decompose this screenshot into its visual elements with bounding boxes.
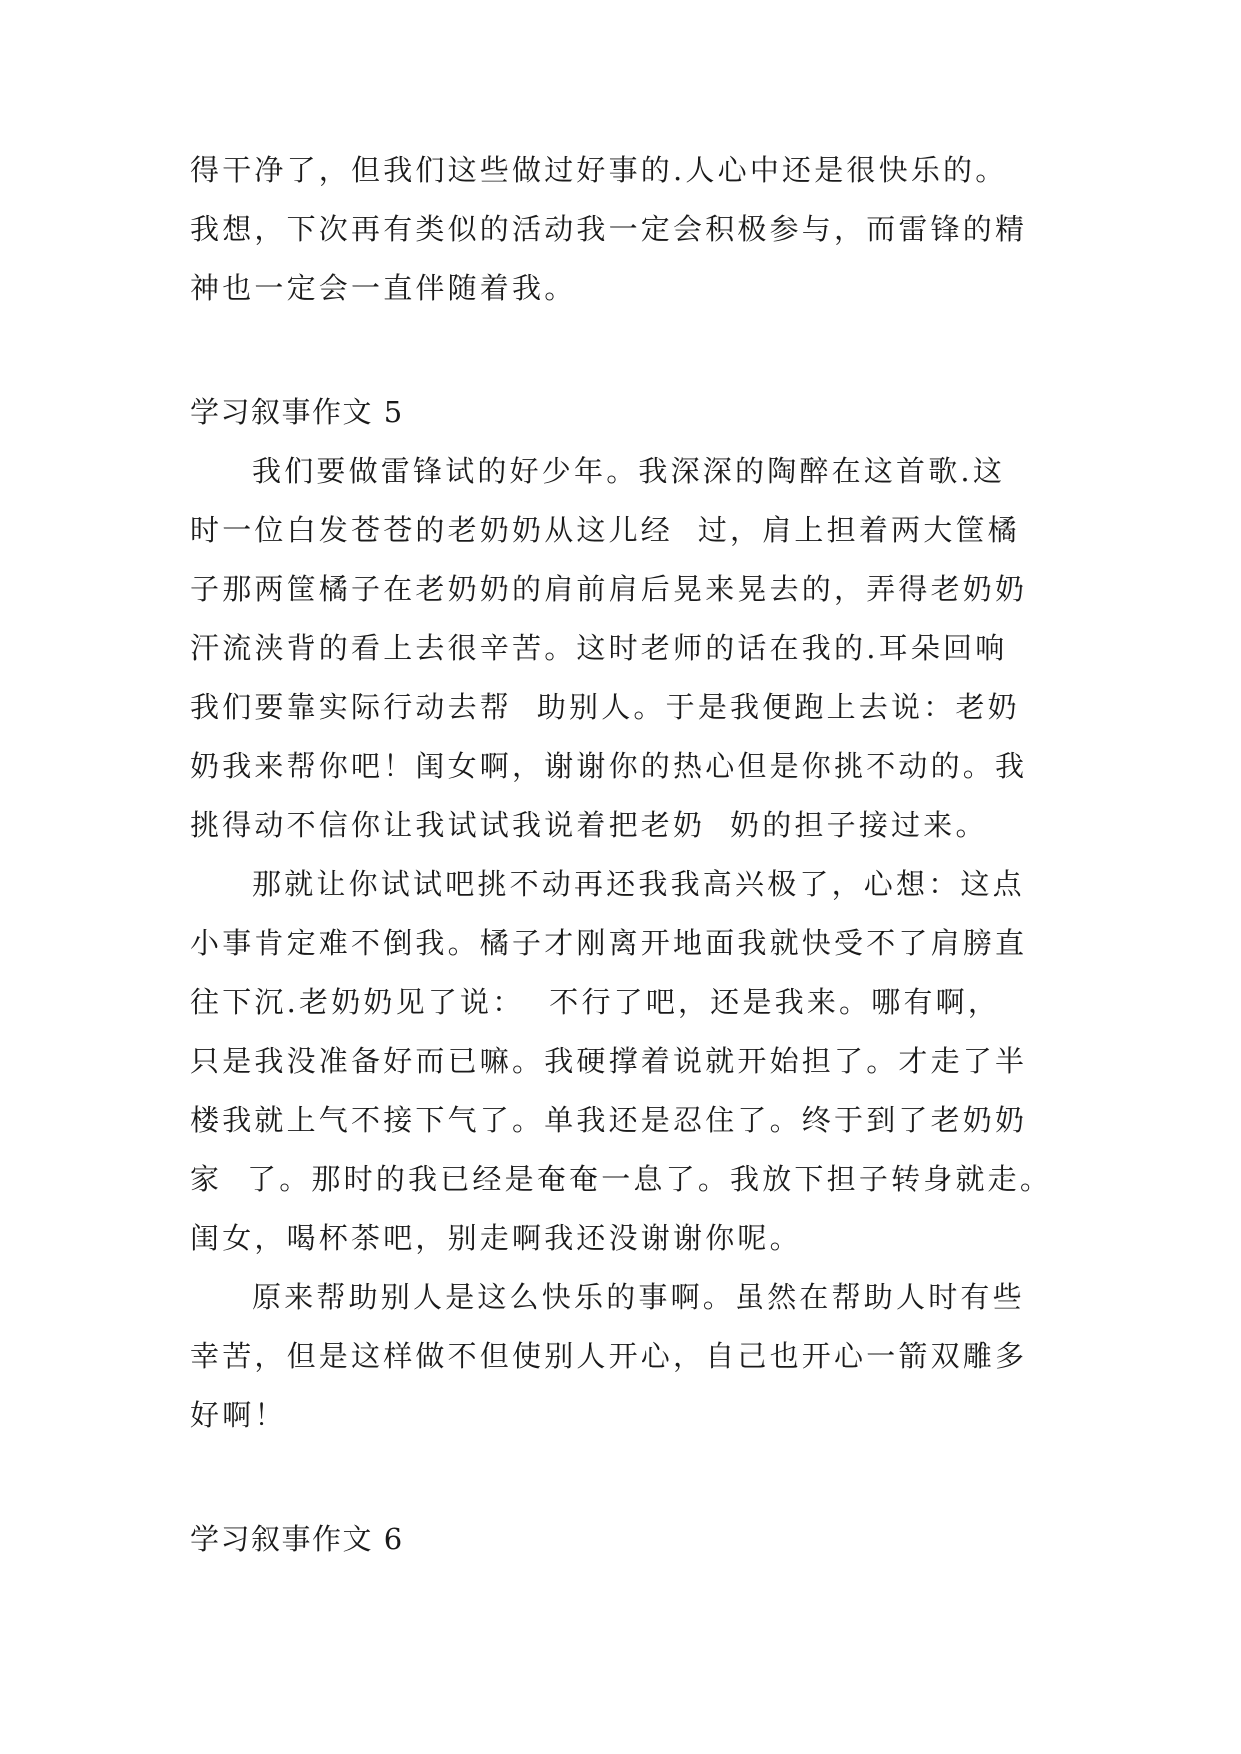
paragraph-line: 时一位白发苍苍的老奶奶从这儿经 过，肩上担着两大筐橘 <box>190 513 1020 547</box>
paragraph-line: 家 了。那时的我已经是奄奄一息了。我放下担子转身就走。 <box>190 1162 1053 1196</box>
paragraph-line: 楼我就上气不接下气了。单我还是忍住了。终于到了老奶奶 <box>190 1103 1028 1137</box>
paragraph-line: 幸苦，但是这样做不但使别人开心，自己也开心一箭双雕多 <box>190 1339 1028 1373</box>
section-heading: 学习叙事作文 6 <box>190 1522 404 1556</box>
paragraph-line: 只是我没准备好而已嘛。我硬撑着说就开始担了。才走了半 <box>190 1044 1028 1078</box>
paragraph-line: 奶我来帮你吧！闺女啊，谢谢你的热心但是你挑不动的。我 <box>190 749 1028 783</box>
paragraph-line: 小事肯定难不倒我。橘子才刚离开地面我就快受不了肩膀直 <box>190 926 1028 960</box>
paragraph-line: 好啊！ <box>190 1398 287 1432</box>
paragraph-line: 原来帮助别人是这么快乐的事啊。虽然在帮助人时有些 <box>252 1280 1025 1314</box>
paragraph-line: 我们要做雷锋试的好少年。我深深的陶醉在这首歌.这 <box>252 454 1006 488</box>
intro-line: 得干净了，但我们这些做过好事的.人心中还是很快乐的。 <box>190 153 1008 187</box>
paragraph-line: 往下沉.老奶奶见了说： 不行了吧，还是我来。哪有啊， <box>190 985 1001 1019</box>
paragraph-line: 我们要靠实际行动去帮 助别人。于是我便跑上去说：老奶 <box>190 690 1020 724</box>
paragraph-line: 那就让你试试吧挑不动再还我我高兴极了，心想：这点 <box>252 867 1025 901</box>
intro-line: 我想，下次再有类似的活动我一定会积极参与，而雷锋的精 <box>190 212 1028 246</box>
paragraph-line: 挑得动不信你让我试试我说着把老奶 奶的担子接过来。 <box>190 808 988 842</box>
paragraph-line: 汗流浃背的看上去很辛苦。这时老师的话在我的.耳朵回响 <box>190 631 1008 665</box>
section-heading: 学习叙事作文 5 <box>190 395 404 429</box>
paragraph-line: 子那两筐橘子在老奶奶的肩前肩后晃来晃去的，弄得老奶奶 <box>190 572 1028 606</box>
intro-line: 神也一定会一直伴随着我。 <box>190 271 577 305</box>
paragraph-line: 闺女，喝杯茶吧，别走啊我还没谢谢你呢。 <box>190 1221 802 1255</box>
